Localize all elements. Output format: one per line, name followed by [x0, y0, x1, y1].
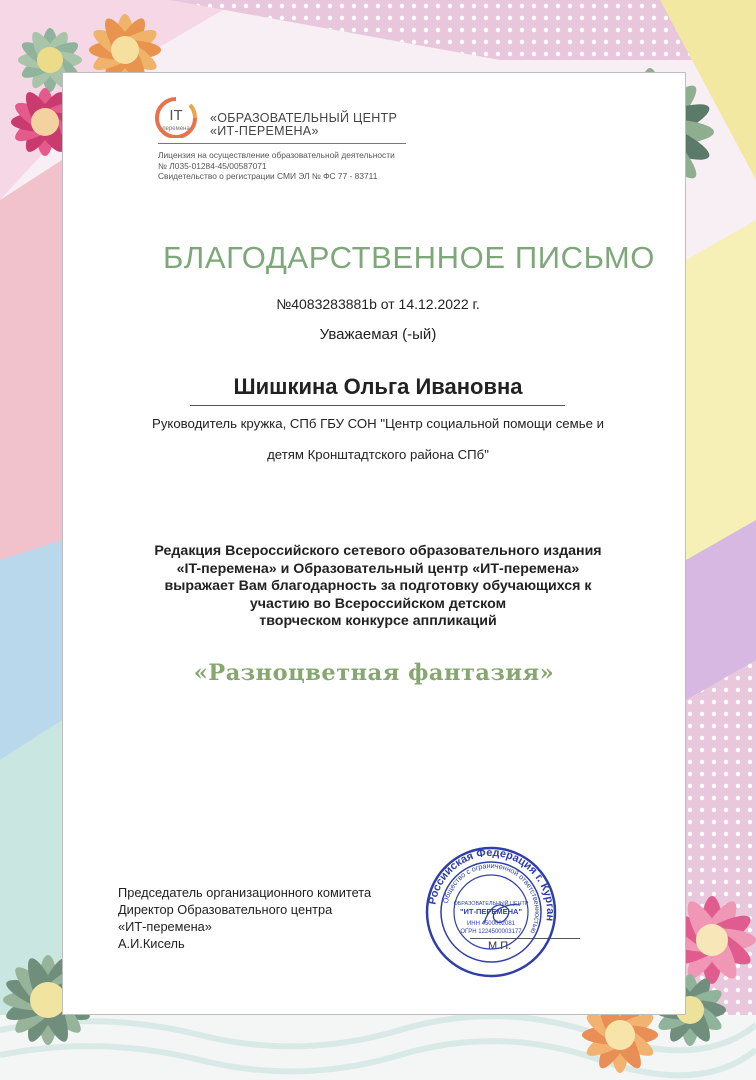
letter-number: №4083283881b от 14.12.2022 г.: [276, 296, 480, 312]
signature-block: [118, 884, 371, 952]
stamp-center-line2: "ИТ-ПЕРЕМЕНА": [459, 907, 523, 916]
stamp-center-line1: ОБРАЗОВАТЕЛЬНЫЙ ЦЕНТР: [453, 901, 529, 907]
stamp-outer-text: Российская Федерация г. Курган: [426, 846, 557, 922]
signature-line3: «ИТ-перемена»: [118, 919, 212, 934]
mp-label: М.П.: [488, 940, 512, 952]
org-name-line2: «ИТ-ПЕРЕМЕНА»: [210, 124, 319, 138]
signature-line4: А.И.Кисель: [118, 936, 185, 951]
stamp-ring-text: Общество с ограниченной ответственностью: [440, 860, 543, 936]
contest-name: «Разноцветная фантазия»: [193, 660, 555, 686]
body-line1: Редакция Всероссийского сетевого образовательного издания: [154, 543, 602, 559]
greeting: Уважаемая (-ый): [319, 326, 437, 343]
license-line2: № Л035-01284-45/00587071: [158, 160, 267, 171]
name-underline: [190, 405, 565, 406]
logo-subtext: перемена: [162, 126, 190, 132]
letter-title: БЛАГОДАРСТВЕННОЕ ПИСЬМО: [162, 240, 655, 275]
stamp-inn: ИНН 4500002081: [466, 921, 516, 927]
signature-line2: Директор Образовательного центра: [118, 902, 333, 917]
body-line5: творческом конкурсе аппликаций: [259, 613, 497, 630]
stamp-ogrn: ОГРН 1224500003177: [460, 929, 522, 935]
body-text: [62, 543, 694, 631]
org-name: [210, 112, 397, 138]
body-line2: «IT-перемена» и Образовательный центр «ИТ-перемена»: [176, 560, 580, 577]
header-divider: [158, 143, 406, 144]
signature-line1: Председатель организационного комитета: [118, 885, 372, 900]
license-line3: Свидетельство о регистрации СМИ ЭЛ № ФС 77 - 83711: [158, 171, 378, 181]
license-line1: Лицензия на осуществление образовательной деятельности: [158, 150, 395, 160]
recipient-name: Шишкина Ольга Ивановна: [233, 374, 523, 399]
position-line1: Руководитель кружка, СПб ГБУ СОН "Центр социальной помощи семье и: [152, 416, 604, 431]
org-name-line1: «ОБРАЗОВАТЕЛЬНЫЙ ЦЕНТР: [210, 111, 398, 125]
body-line4: участию во Всероссийском детском: [249, 595, 507, 612]
license-info: [158, 150, 395, 182]
position-line2: детям Кронштадтского района СПб": [267, 447, 489, 462]
body-line3: выражает Вам благодарность за подготовку обучающихся к: [164, 578, 592, 595]
it-logo-icon: [150, 96, 202, 138]
logo-text: IT: [169, 107, 183, 124]
official-stamp: [424, 845, 558, 979]
